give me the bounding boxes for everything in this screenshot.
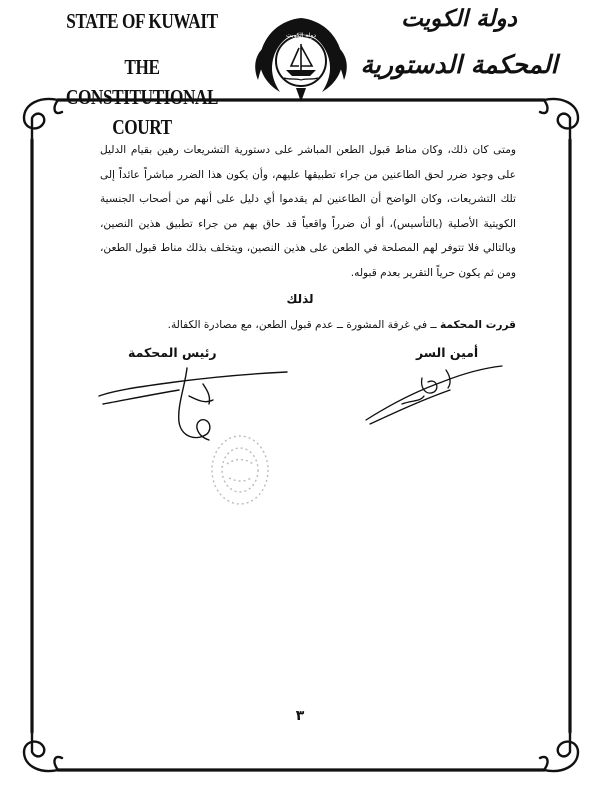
header-english-line2: THE CONSTITUTIONAL COURT [65, 55, 219, 139]
decision-bold: قررت المحكمة [440, 319, 516, 331]
page-number: ٣ [295, 708, 305, 724]
secretary-signature [362, 360, 507, 430]
section-heading: لذلك [286, 292, 314, 306]
kuwait-emblem-icon [246, 6, 356, 106]
emblem-text: دولة الكويت [286, 32, 316, 39]
header-arabic [356, 4, 562, 82]
secretary-title: أمين السر [416, 345, 479, 360]
header-arabic-line1: دولة الكويت [401, 5, 517, 32]
body-paragraph: ومتى كان ذلك، وكان مناط قبول الطعن المباشر على دستورية التشريعات رهين بقيام الدليل على وجود ضرر لحق الطاعنين من جراء تطبيقها عليهم، وأن يكون هذا الضرر مباشراً عائداً إلى تلك التشريعات، وكان الواضح أن الطاعنين لم يقدموا أي دليل على أنهم من أصحاب الجنسية الكويتية الأصلية (بالتأسيس)، أو أن ضرراً واقعياً قد حاق بهم من جراء تطبيق هذين النصين، وبالتالي فلا تتوفر لهم المصلحة في الطعن على هذين النصين، ويتخلف بذلك مناط قبول الطعن، ومن ثم يكون حرياً التقرير بعدم قبوله. [100, 144, 516, 279]
header-english [60, 6, 224, 142]
header-arabic-line2: المحكمة الدستورية [360, 50, 558, 79]
decision-rest: ــ في غرفة المشورة ــ عدم قبول الطعن، مع مصادرة الكفالة. [167, 319, 440, 331]
court-president-title: رئيس المحكمة [128, 345, 217, 360]
court-seal-stamp [205, 430, 275, 510]
decision-text [100, 315, 516, 335]
header-english-line1: STATE OF KUWAIT [66, 9, 218, 33]
